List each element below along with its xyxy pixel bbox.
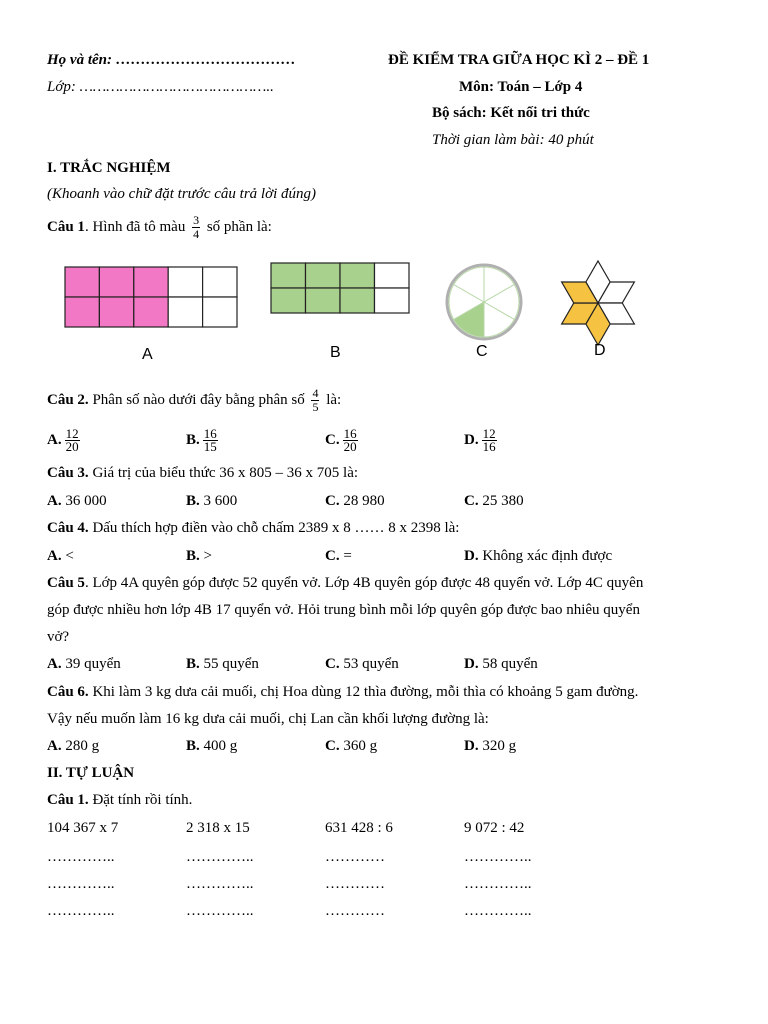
answer-dots[interactable]: ………….. — [186, 876, 254, 892]
option-fraction — [343, 428, 358, 453]
grid-cell — [306, 288, 341, 313]
q4-option-a[interactable] — [47, 548, 74, 565]
option-letter: D. — [464, 656, 479, 672]
option-value: 36 000 — [65, 493, 107, 509]
question-4 — [47, 520, 459, 537]
question-3-text: Giá trị của biểu thức 36 x 805 – 36 x 705 là: — [92, 465, 359, 481]
grid-cell — [65, 267, 99, 297]
figure-c-label: C — [476, 343, 488, 360]
question-5-line-1 — [47, 575, 643, 592]
figure-a-label: A — [142, 346, 153, 363]
question-1 — [47, 214, 272, 241]
fraction-numerator: 16 — [203, 426, 217, 441]
option-letter: A. — [47, 548, 62, 564]
grid-cell — [340, 263, 375, 288]
part2-question-1-text: Đặt tính rồi tính. — [92, 792, 193, 808]
answer-dots[interactable]: ………….. — [464, 876, 532, 892]
option-value: Không xác định được — [482, 548, 613, 564]
question-2-label: Câu 2. — [47, 391, 89, 408]
fraction-denominator: 4 — [193, 227, 200, 241]
grid-cell — [65, 297, 99, 327]
question-3 — [47, 465, 358, 482]
q5-option-b[interactable] — [186, 656, 259, 673]
part2-question-1 — [47, 792, 192, 809]
option-fraction — [482, 428, 497, 453]
option-value: = — [343, 548, 352, 564]
option-value: 400 g — [203, 738, 238, 754]
grid-cell — [271, 263, 306, 288]
fraction-denominator: 20 — [343, 439, 357, 454]
q2-option-c[interactable] — [325, 428, 358, 453]
q4-option-c[interactable] — [325, 548, 352, 565]
expression-2: 2 318 x 15 — [186, 820, 250, 836]
name-field-label: Họ và tên: ……………………………… — [47, 52, 296, 68]
option-value: 360 g — [343, 738, 378, 754]
answer-dots[interactable]: ………….. — [47, 876, 115, 892]
grid-cell — [168, 267, 202, 297]
option-value: 55 quyển — [203, 656, 259, 672]
option-value: 280 g — [65, 738, 100, 754]
option-value: 320 g — [482, 738, 517, 754]
exam-title: ĐỀ KIỂM TRA GIỮA HỌC KÌ 2 – ĐỀ 1 — [388, 52, 650, 68]
option-value: 58 quyển — [482, 656, 538, 672]
fraction-numerator: 4 — [312, 386, 319, 400]
option-value: 39 quyển — [65, 656, 121, 672]
question-5-line-2: góp được nhiều hơn lớp 4B 17 quyển vở. Hỏi trung bình mỗi lớp quyên góp được bao nhiêu quyển — [47, 602, 640, 618]
answer-dots[interactable]: ………… — [325, 876, 385, 892]
expression-3: 631 428 : 6 — [325, 820, 393, 836]
q6-option-d[interactable] — [464, 738, 516, 755]
grid-cell — [134, 297, 168, 327]
question-4-label: Câu 4. — [47, 520, 89, 536]
fraction-numerator: 3 — [193, 213, 200, 227]
option-letter: B. — [186, 431, 200, 448]
fraction-denominator: 20 — [65, 439, 79, 454]
question-5-line-3: vở? — [47, 629, 70, 645]
option-letter: D. — [464, 548, 479, 564]
fraction-numerator: 12 — [482, 426, 496, 441]
figure-d-star — [552, 258, 652, 348]
answer-dots[interactable]: ………….. — [186, 903, 254, 919]
q6-option-b[interactable] — [186, 738, 237, 755]
option-letter: C. — [325, 738, 340, 754]
answer-dots[interactable]: ………….. — [47, 849, 115, 865]
answer-dots[interactable]: ………… — [325, 849, 385, 865]
grid-cell — [375, 263, 410, 288]
figure-d-label: D — [594, 342, 606, 359]
question-6-label: Câu 6. — [47, 684, 89, 700]
expression-4: 9 072 : 42 — [464, 820, 525, 836]
answer-dots[interactable]: ………….. — [47, 903, 115, 919]
option-letter: A. — [47, 431, 62, 448]
time-line: Thời gian làm bài: 40 phút — [432, 132, 594, 148]
question-2-text-after: là: — [326, 391, 342, 408]
option-letter: B. — [186, 548, 200, 564]
answer-dots[interactable]: ………… — [325, 903, 385, 919]
figure-c-circle — [444, 262, 524, 342]
q3-option-d[interactable] — [464, 493, 524, 510]
q6-option-c[interactable] — [325, 738, 377, 755]
option-letter: A. — [47, 656, 62, 672]
grid-cell — [306, 263, 341, 288]
answer-dots[interactable]: ………….. — [464, 849, 532, 865]
option-letter: A. — [47, 493, 62, 509]
grid-cell — [99, 267, 133, 297]
fraction-3-4 — [192, 214, 200, 241]
question-4-text: Dấu thích hợp điền vào chỗ chấm 2389 x 8 …… 8 x 2398 là: — [92, 520, 460, 536]
answer-dots[interactable]: ………….. — [186, 849, 254, 865]
option-letter: D. — [464, 738, 479, 754]
option-letter: C. — [325, 548, 340, 564]
class-field-label: Lớp: …………………………………….. — [47, 79, 274, 95]
grid-cell — [99, 297, 133, 327]
question-5-text: . Lớp 4A quyên góp được 52 quyển vở. Lớp 4B quyên góp được 48 quyển vở. Lớp 4C quyên — [84, 575, 644, 591]
answer-dots[interactable]: ………….. — [464, 903, 532, 919]
question-1-label: Câu 1 — [47, 218, 85, 235]
option-letter: B. — [186, 738, 200, 754]
fraction-numerator: 12 — [65, 426, 79, 441]
figure-a-grid — [64, 266, 240, 330]
option-value: < — [65, 548, 74, 564]
fraction-4-5 — [311, 387, 319, 414]
option-value: 25 380 — [482, 493, 524, 509]
part1-instruction: (Khoanh vào chữ đặt trước câu trả lời đúng) — [47, 186, 317, 202]
question-1-text-after: số phần là: — [206, 218, 272, 235]
question-5-label: Câu 5 — [47, 575, 85, 591]
option-letter: D. — [464, 431, 479, 448]
fraction-denominator: 5 — [312, 400, 319, 414]
q3-option-a[interactable] — [47, 493, 107, 510]
part2-question-1-label: Câu 1. — [47, 792, 89, 808]
expression-1: 104 367 x 7 — [47, 820, 119, 836]
book-line: Bộ sách: Kết nối tri thức — [432, 105, 590, 121]
grid-cell — [340, 288, 375, 313]
question-6-text: Khi làm 3 kg dưa cải muối, chị Hoa dùng 12 thìa đường, mỗi thìa có khoảng 5 gam đường. — [92, 684, 639, 700]
q2-option-b[interactable] — [186, 428, 218, 453]
fraction-denominator: 15 — [203, 439, 217, 454]
question-6-line-2: Vậy nếu muốn làm 16 kg dưa cải muối, chị Lan cần khối lượng đường là: — [47, 711, 489, 727]
option-letter: C. — [464, 493, 479, 509]
option-fraction — [65, 428, 80, 453]
q3-option-c[interactable] — [325, 493, 385, 510]
figure-b-label: B — [330, 344, 341, 361]
option-value: 3 600 — [203, 493, 238, 509]
question-2-text: Phân số nào dưới đây bằng phân số — [92, 391, 305, 408]
q5-option-a[interactable] — [47, 656, 121, 673]
part1-title: I. TRẮC NGHIỆM — [47, 160, 171, 176]
q5-option-d[interactable] — [464, 656, 538, 673]
option-value: 53 quyển — [343, 656, 399, 672]
option-value: 28 980 — [343, 493, 385, 509]
q5-option-c[interactable] — [325, 656, 399, 673]
q6-option-a[interactable] — [47, 738, 99, 755]
option-value: > — [203, 548, 212, 564]
question-6-line-1 — [47, 684, 638, 701]
figure-b-grid — [270, 262, 412, 316]
grid-cell — [203, 267, 237, 297]
option-letter: C. — [325, 493, 340, 509]
question-3-label: Câu 3. — [47, 465, 89, 481]
option-letter: B. — [186, 656, 200, 672]
option-letter: B. — [186, 493, 200, 509]
grid-cell — [168, 297, 202, 327]
q3-option-b[interactable] — [186, 493, 237, 510]
subject-line: Môn: Toán – Lớp 4 — [459, 79, 583, 95]
fraction-denominator: 16 — [482, 439, 496, 454]
q2-option-a[interactable] — [47, 428, 80, 453]
question-1-text: . Hình đã tô màu — [84, 218, 186, 235]
part2-title: II. TỰ LUẬN — [47, 765, 135, 781]
grid-cell — [271, 288, 306, 313]
option-fraction — [203, 428, 218, 453]
q4-option-b[interactable] — [186, 548, 212, 565]
q2-option-d[interactable] — [464, 428, 497, 453]
option-letter: C. — [325, 656, 340, 672]
option-letter: A. — [47, 738, 62, 754]
grid-cell — [375, 288, 410, 313]
grid-cell — [134, 267, 168, 297]
grid-cell — [203, 297, 237, 327]
option-letter: C. — [325, 431, 340, 448]
question-2 — [47, 387, 341, 414]
fraction-numerator: 16 — [343, 426, 357, 441]
q4-option-d[interactable] — [464, 548, 612, 565]
